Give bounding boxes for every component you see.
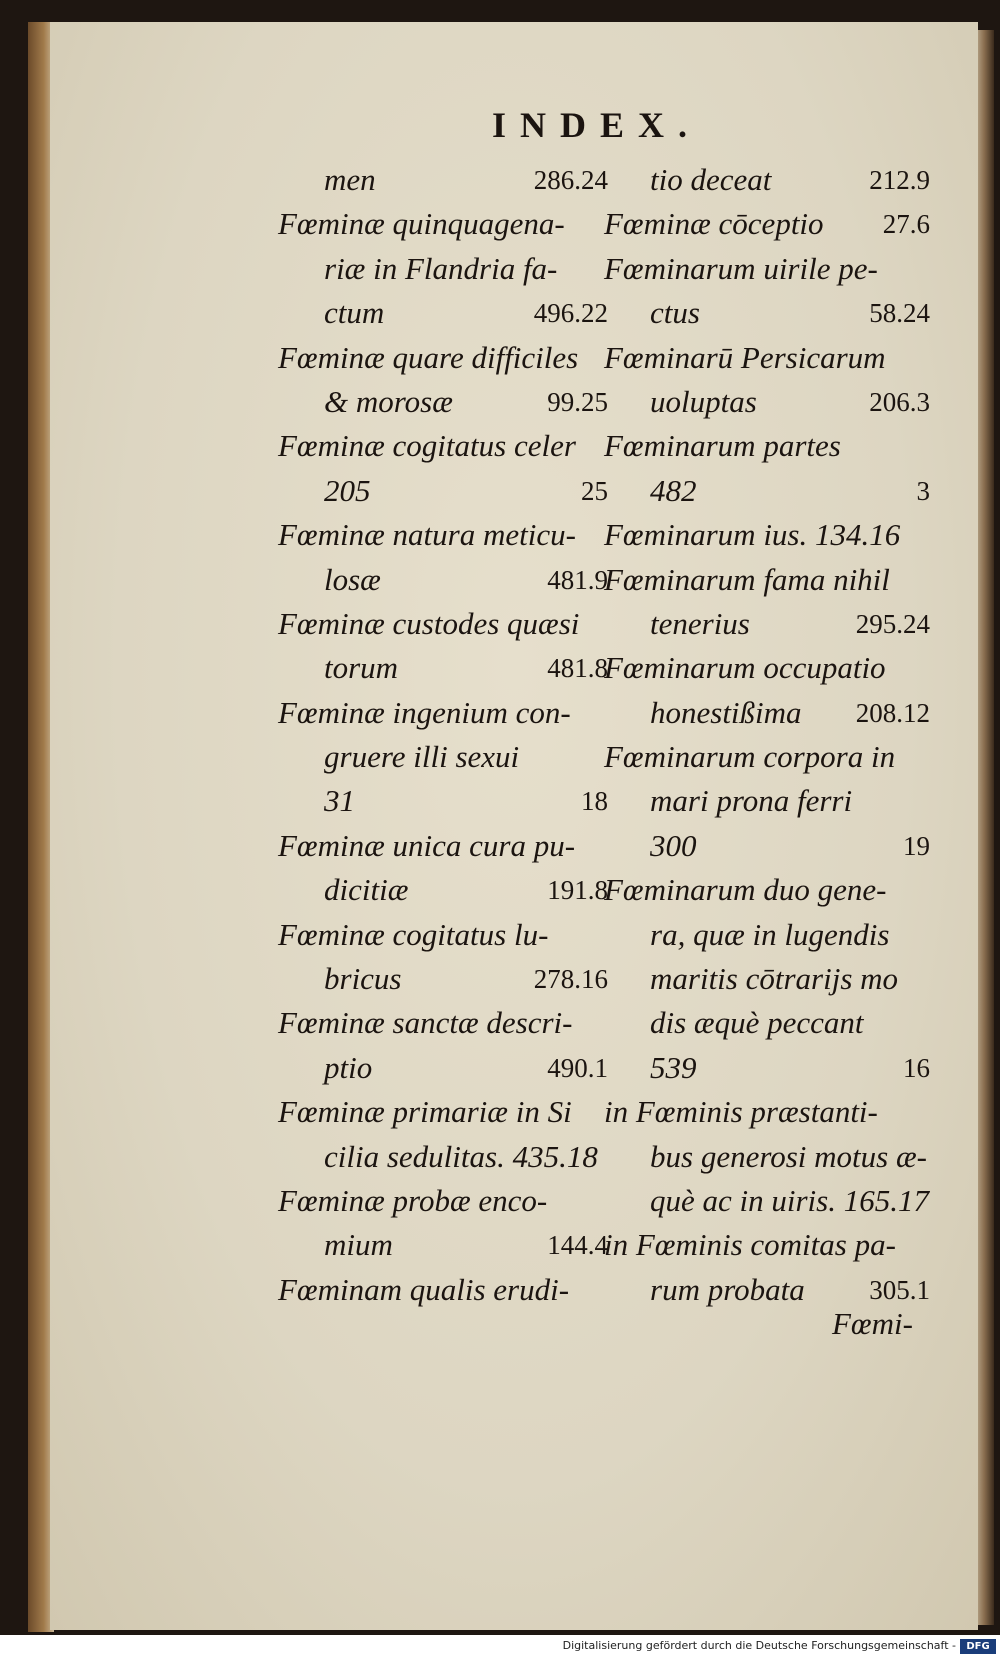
entry-reference: 278.16 (533, 964, 608, 995)
entry-text: ptio (324, 1049, 373, 1085)
index-entry-line (278, 957, 608, 1001)
entry-reference: 99.25 (547, 386, 608, 417)
entry-reference: 19 (903, 830, 930, 861)
entry-text: Fœminarū Persicarum (604, 339, 886, 375)
index-entry-line (278, 1223, 608, 1267)
entry-reference: 16 (903, 1052, 930, 1083)
entry-reference: 58.24 (869, 298, 930, 329)
index-entry-line (604, 469, 930, 513)
dfg-logo: DFG (960, 1639, 996, 1654)
index-entry-line (278, 202, 608, 246)
index-entry-line (278, 558, 608, 602)
index-entry-line (604, 691, 930, 735)
entry-text: Fœminarum duo gene- (604, 872, 887, 908)
entry-text: Fœminæ quare difficiles (278, 339, 579, 375)
entry-reference: 208.12 (855, 697, 930, 728)
entry-text: Fœminarum partes (604, 428, 841, 464)
entry-reference: 295.24 (855, 608, 930, 639)
index-entry-line (604, 202, 930, 246)
index-entry-line (278, 336, 608, 380)
entry-text: Fœminæ natura meticu- (278, 517, 576, 553)
index-entry-line (604, 1046, 930, 1090)
entry-text: torum (324, 650, 399, 686)
entry-text: mari prona ferri (650, 783, 853, 819)
entry-reference: 191.8 (547, 875, 608, 906)
index-entry-line (604, 1179, 930, 1223)
entry-reference: 144.4 (547, 1230, 608, 1261)
entry-text: 482 (650, 472, 697, 508)
entry-text: ctus (650, 295, 700, 331)
index-entry-line (278, 291, 608, 335)
entry-reference: 286.24 (533, 165, 608, 195)
entry-reference: 305.1 (869, 1274, 930, 1305)
entry-reference: 27.6 (882, 209, 930, 240)
index-entry-line (278, 1179, 608, 1223)
entry-reference: 481.8 (547, 653, 608, 684)
entry-text: men (324, 162, 376, 197)
index-entry-line (278, 1268, 608, 1312)
index-entry-line (278, 380, 608, 424)
entry-text: Fœminæ sanctæ descri- (278, 1005, 573, 1041)
entry-text: gruere illi sexui (324, 739, 520, 775)
index-entry-line (278, 1090, 608, 1134)
entry-text: Fœminarum corpora in (604, 739, 896, 775)
entry-text: bricus (324, 961, 402, 997)
index-entry-line (604, 424, 930, 468)
index-entry-line (278, 513, 608, 557)
index-entry-line (604, 558, 930, 602)
entry-text: tenerius (650, 605, 750, 641)
entry-text: bus generosi motus æ- (650, 1138, 927, 1174)
entry-text: Fœminæ custodes quæsi (278, 605, 580, 641)
index-entry-line (278, 1046, 608, 1090)
index-entry-line (278, 247, 608, 291)
index-entry-line (278, 691, 608, 735)
index-entry-line (604, 646, 930, 690)
footer-bar (0, 1635, 1000, 1659)
catchword: Fœmi- (832, 1306, 913, 1341)
index-entry-line (604, 779, 930, 823)
entry-text: Fœminæ cogitatus lu- (278, 916, 549, 952)
entry-text: què ac in uiris. 165.17 (650, 1182, 929, 1218)
entry-text: 300 (650, 827, 697, 863)
entry-text: dis æquè peccant (650, 1005, 864, 1041)
index-entry-line (604, 247, 930, 291)
entry-text: maritis cōtrarijs mo (650, 961, 899, 997)
index-entry-line (604, 1001, 930, 1045)
index-entry-line (604, 1090, 930, 1134)
index-entry-line (604, 336, 930, 380)
index-entry-line (604, 291, 930, 335)
index-entry-line (278, 868, 608, 912)
index-entry-line (278, 602, 608, 646)
entry-text: riæ in Flandria fa- (324, 250, 558, 286)
index-entry-line (278, 158, 608, 202)
index-entry-line (278, 824, 608, 868)
entry-text: ctum (324, 295, 385, 331)
index-entry-line (604, 513, 930, 557)
entry-text: in Fœminis comitas pa- (604, 1227, 896, 1263)
entry-text: Fœminarum occupatio (604, 650, 886, 686)
index-entry-line (278, 1135, 608, 1179)
entry-text: in Fœminis præstanti- (604, 1094, 878, 1130)
index-entry-line (604, 158, 930, 202)
entry-text: Fœminarum ius. 134.16 (604, 517, 901, 553)
entry-reference: 481.9 (547, 564, 608, 595)
index-entry-line (278, 646, 608, 690)
entry-text: mium (324, 1227, 393, 1263)
entry-reference: 206.3 (869, 386, 930, 417)
footer-credit: Digitalisierung gefördert durch die Deutsche Forschungsgemeinschaft - (562, 1639, 956, 1652)
entry-text: losæ (324, 561, 381, 597)
entry-text: Fœminam qualis erudi- (278, 1271, 570, 1307)
index-column-left (278, 158, 608, 1312)
entry-text: & morosæ (324, 383, 453, 419)
entry-text: dicitiæ (324, 872, 409, 908)
index-entry-line (604, 868, 930, 912)
index-entry-line (278, 424, 608, 468)
entry-reference: 212.9 (869, 165, 930, 195)
entry-reference: 25 (581, 475, 608, 506)
entry-text: Fœminæ probæ enco- (278, 1182, 548, 1218)
index-entry-line (604, 735, 930, 779)
entry-text: Fœminarum fama nihil (604, 561, 890, 597)
index-entry-line (604, 1135, 930, 1179)
entry-text: Fœminæ primariæ in Si (278, 1094, 572, 1130)
index-entry-line (604, 380, 930, 424)
entry-text: cilia sedulitas. 435.18 (324, 1138, 598, 1174)
entry-text: 31 (324, 783, 355, 819)
index-entry-line (604, 913, 930, 957)
entry-text: 205 (324, 472, 371, 508)
entry-text: rum probata (650, 1271, 805, 1307)
index-entry-line (604, 824, 930, 868)
entry-text: honestißima (650, 694, 802, 730)
entry-text: Fœminæ cōceptio (604, 206, 824, 242)
entry-reference: 496.22 (533, 298, 608, 329)
entry-text: 539 (650, 1049, 697, 1085)
entry-text: Fœminæ cogitatus celer (278, 428, 576, 464)
index-entry-line (278, 913, 608, 957)
index-entry-line (604, 957, 930, 1001)
entry-text: tio deceat (650, 162, 772, 197)
index-entry-line (278, 735, 608, 779)
entry-reference: 490.1 (547, 1052, 608, 1083)
index-entry-line (278, 469, 608, 513)
index-entry-line (604, 602, 930, 646)
index-entry-line (604, 1223, 930, 1267)
entry-text: Fœminarum uirile pe- (604, 250, 878, 286)
entry-text: Fœminæ ingenium con- (278, 694, 571, 730)
running-head: INDEX. (492, 105, 702, 145)
entry-text: uoluptas (650, 383, 757, 419)
index-entry-line (278, 1001, 608, 1045)
index-column-right (604, 158, 930, 1312)
entry-text: Fœminæ quinquagena- (278, 206, 565, 242)
entry-reference: 18 (581, 786, 608, 817)
entry-text: ra, quæ in lugendis (650, 916, 890, 952)
index-entry-line (278, 779, 608, 823)
entry-reference: 3 (916, 475, 930, 506)
entry-text: Fœminæ unica cura pu- (278, 827, 576, 863)
